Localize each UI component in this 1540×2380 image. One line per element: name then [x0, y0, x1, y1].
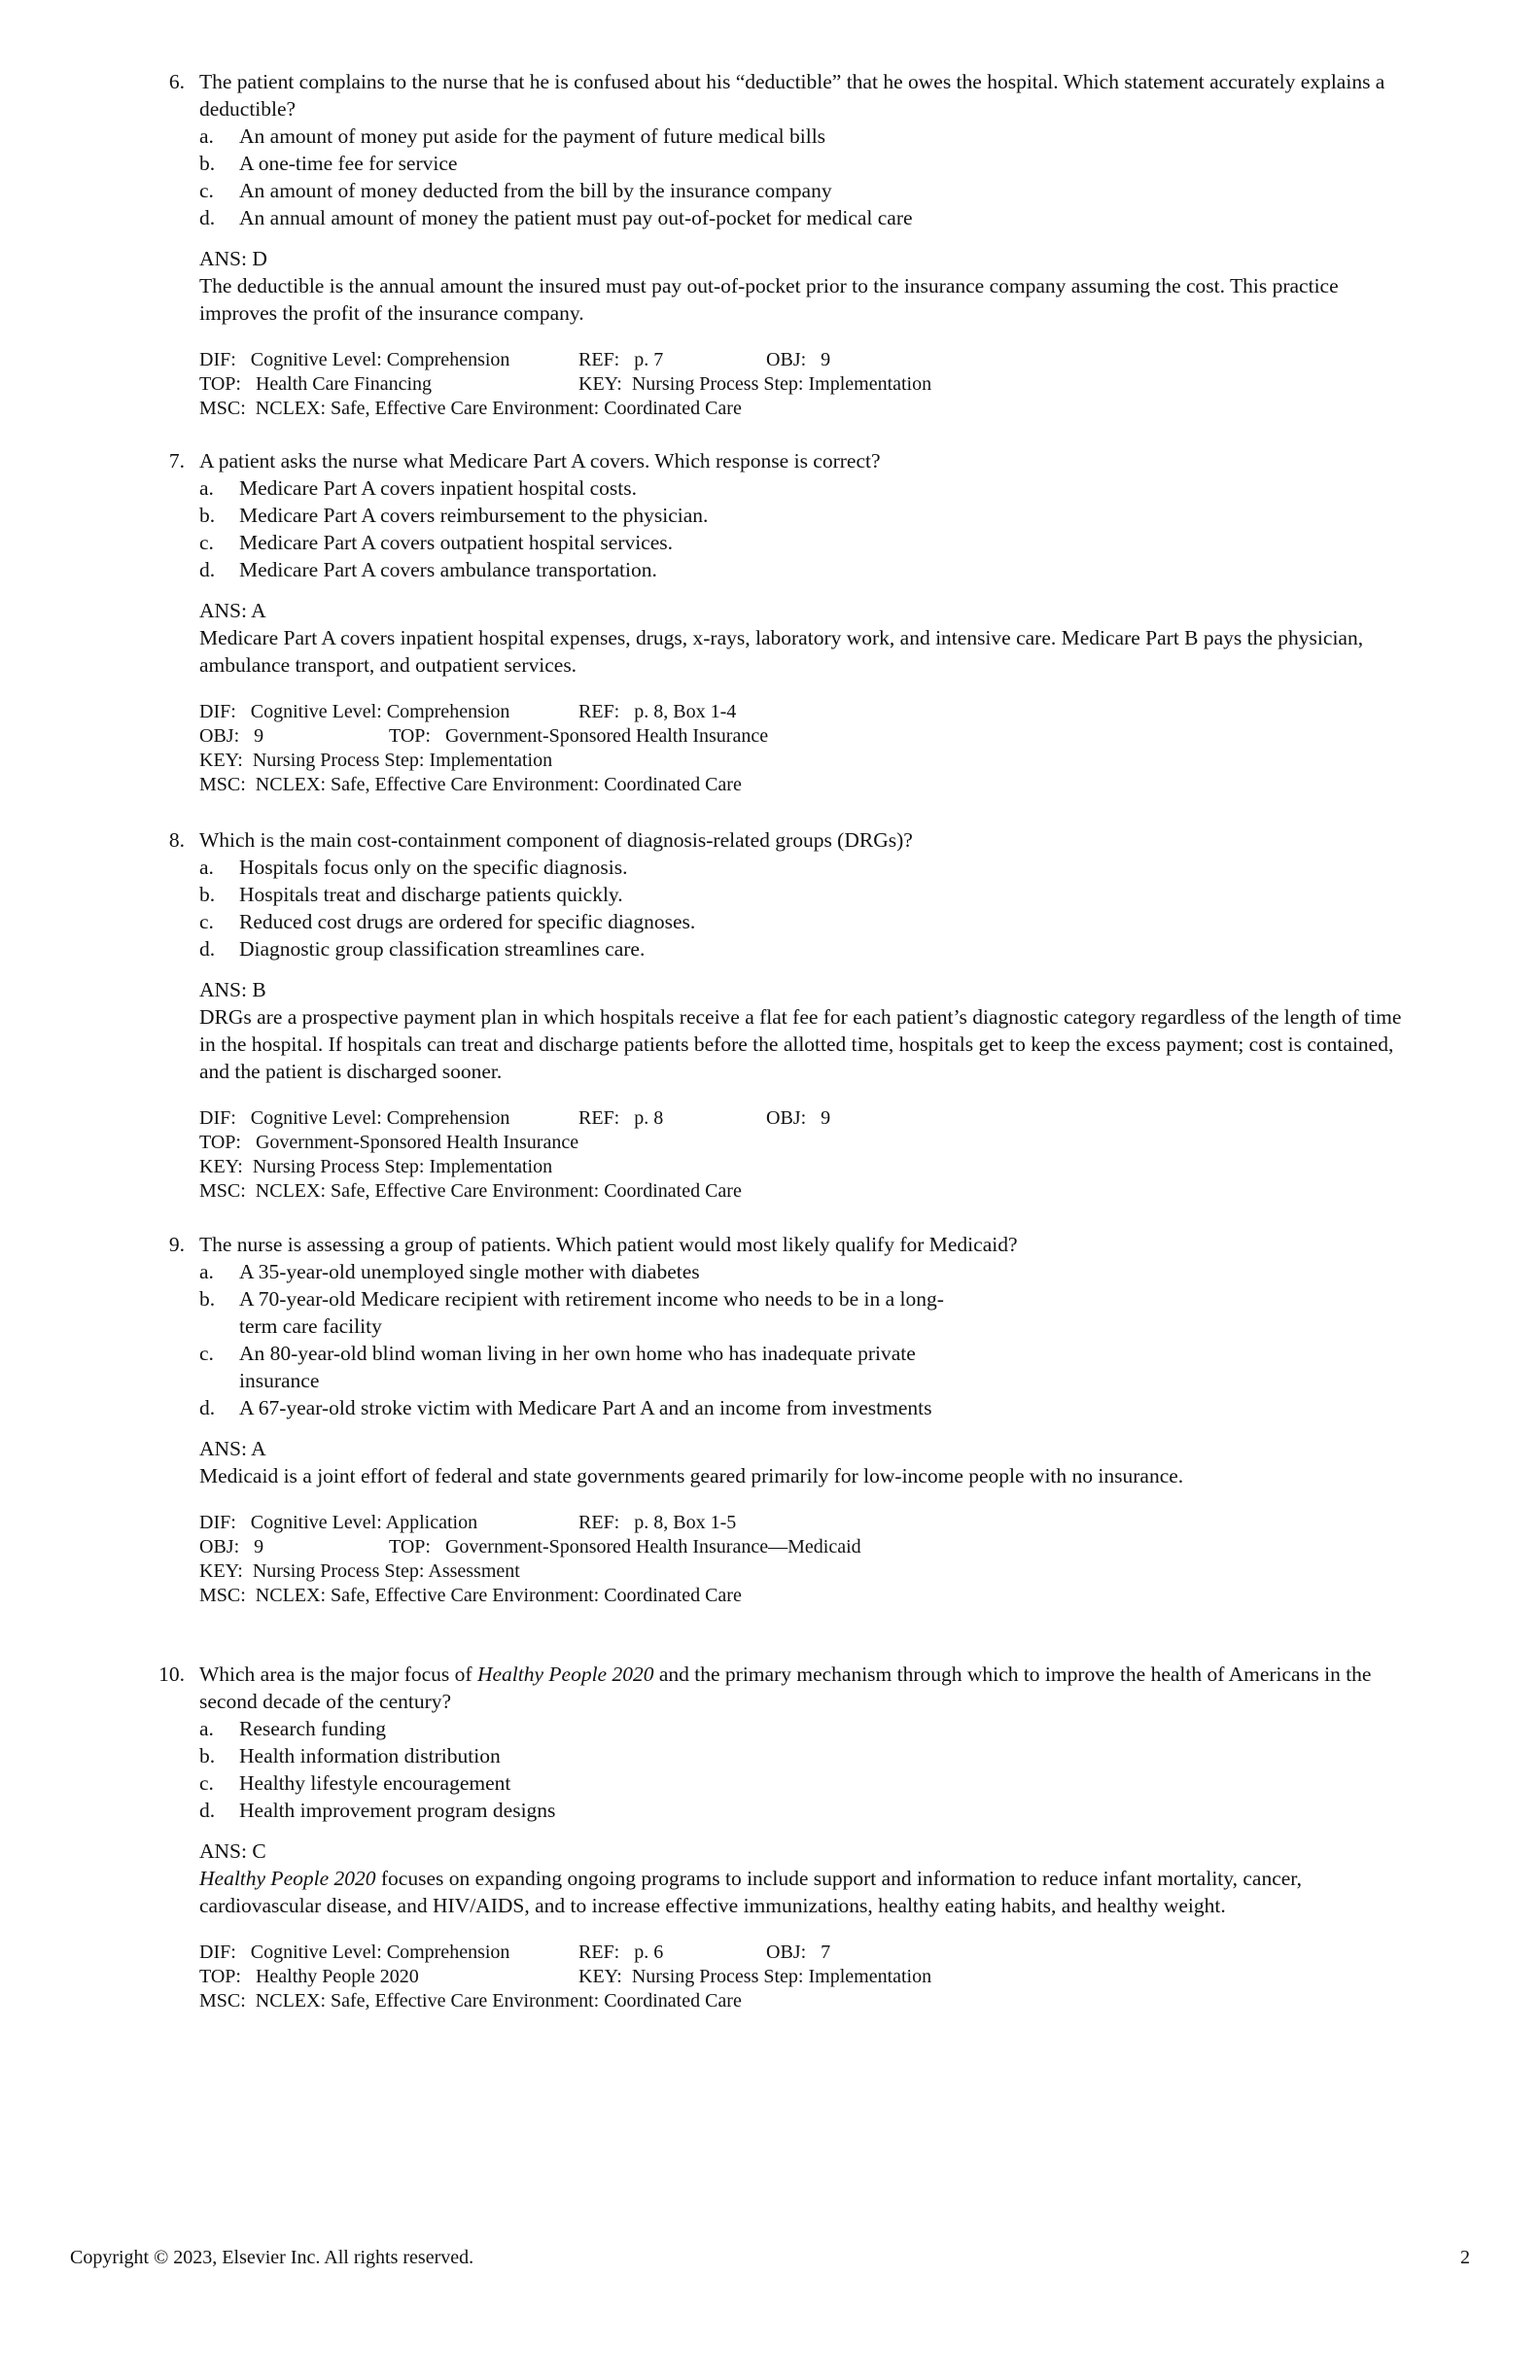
option-text: Hospitals focus only on the specific diagnosis.	[239, 856, 628, 879]
option-letter: d.	[199, 206, 216, 229]
option-letter: c.	[199, 179, 214, 202]
meta-obj: OBJ: 9	[766, 1107, 831, 1129]
rationale: The deductible is the annual amount the insured must pay out-of-pocket prior to the insurance company assuming the cost. This practice improves the profit of the insurance company.	[199, 274, 1339, 325]
meta-msc: MSC: NCLEX: Safe, Effective Care Environment: Coordinated Care	[199, 1990, 742, 2012]
question-stem: A patient asks the nurse what Medicare Part A covers. Which response is correct?	[199, 449, 881, 472]
rationale: Medicaid is a joint effort of federal and state governments geared primarily for low-income people with no insurance.	[199, 1464, 1184, 1488]
question-number: 7.	[168, 449, 185, 472]
meta-top: TOP: Health Care Financing	[199, 373, 433, 395]
option-c	[0, 529, 1540, 556]
meta-msc: MSC: NCLEX: Safe, Effective Care Environment: Coordinated Care	[199, 1585, 742, 1606]
option-a	[0, 854, 1540, 881]
option-d	[0, 1394, 1540, 1421]
rationale-italic-title: Healthy People 2020	[199, 1867, 376, 1890]
option-letter: a.	[199, 1260, 214, 1283]
option-letter: c.	[199, 531, 214, 554]
option-letter: b.	[199, 883, 216, 906]
option-d	[0, 1797, 1540, 1824]
question-number: 10.	[158, 1662, 185, 1686]
option-d	[0, 556, 1540, 583]
option-text: A 35-year-old unemployed single mother with diabetes	[239, 1260, 700, 1283]
option-d	[0, 204, 1540, 231]
question-stem: The nurse is assessing a group of patients. Which patient would most likely qualify for Medicaid?	[199, 1233, 1018, 1256]
meta-dif: DIF: Cognitive Level: Comprehension	[199, 1942, 510, 1963]
rationale-text: focuses on expanding ongoing programs to include support and information to reduce infant mortality, cancer, cardiovascular disease, and HIV/AIDS, and to increase effective immunizations, healthy eating habits, and healthy weight.	[199, 1867, 1302, 1917]
option-text: Medicare Part A covers inpatient hospital costs.	[239, 476, 638, 500]
option-text: A one-time fee for service	[239, 152, 458, 175]
meta-msc: MSC: NCLEX: Safe, Effective Care Environment: Coordinated Care	[199, 774, 742, 795]
option-text: Health information distribution	[239, 1744, 501, 1768]
option-letter: c.	[199, 1342, 214, 1365]
meta-top: TOP: Government-Sponsored Health Insurance	[199, 1132, 579, 1153]
question-9	[0, 1231, 1540, 1608]
option-text: An 80-year-old blind woman living in her own home who has inadequate private insurance	[239, 1342, 916, 1392]
meta-dif: DIF: Cognitive Level: Comprehension	[199, 1107, 510, 1129]
meta-obj: OBJ: 7	[766, 1942, 831, 1963]
meta-ref: REF: p. 8	[578, 1107, 664, 1129]
option-b	[0, 502, 1540, 529]
option-letter: d.	[199, 1799, 216, 1822]
rationale: DRGs are a prospective payment plan in which hospitals receive a flat fee for each patient’s diagnostic category regardless of the length of time in the hospital. If hospitals can treat and discharge patients before the allotted time, hospitals get to keep the excess payment; cost is contained, and the patient is discharged sooner.	[199, 1005, 1402, 1083]
meta-key: KEY: Nursing Process Step: Implementation	[578, 1966, 932, 1987]
option-b	[0, 881, 1540, 908]
meta-obj: OBJ: 9	[199, 725, 264, 747]
option-letter: a.	[199, 476, 214, 500]
option-letter: a.	[199, 124, 214, 148]
option-text: Research funding	[239, 1717, 387, 1740]
option-letter: b.	[199, 1287, 216, 1311]
meta-dif: DIF: Cognitive Level: Application	[199, 1512, 478, 1533]
answer-key: ANS: A	[199, 1437, 266, 1460]
answer-block	[0, 1435, 1540, 1489]
option-c	[0, 1340, 1540, 1394]
option-letter: c.	[199, 1771, 214, 1795]
option-b	[0, 150, 1540, 177]
option-text: Health improvement program designs	[239, 1799, 556, 1822]
stem-text: and the primary mechanism through which to improve the health of Americans in the second decade of the century?	[199, 1662, 1372, 1713]
option-letter: b.	[199, 152, 216, 175]
answer-key: ANS: B	[199, 978, 266, 1001]
option-c	[0, 1769, 1540, 1797]
option-a	[0, 122, 1540, 150]
rationale: Medicare Part A covers inpatient hospital expenses, drugs, x-rays, laboratory work, and intensive care. Medicare Part B pays the physician, ambulance transport, and outpatient services.	[199, 626, 1364, 677]
question-6	[0, 68, 1540, 421]
question-stem: Which is the main cost-containment component of diagnosis-related groups (DRGs)?	[199, 828, 913, 852]
copyright-notice: Copyright © 2023, Elsevier Inc. All rights reserved.	[70, 2247, 474, 2268]
option-letter: b.	[199, 1744, 216, 1768]
option-letter: c.	[199, 910, 214, 933]
option-b	[0, 1742, 1540, 1769]
metadata	[0, 700, 1540, 797]
meta-key: KEY: Nursing Process Step: Implementation	[199, 750, 553, 771]
answer-key: ANS: C	[199, 1839, 266, 1863]
meta-ref: REF: p. 7	[578, 349, 664, 370]
metadata	[0, 1941, 1540, 2013]
option-c	[0, 177, 1540, 204]
meta-obj: OBJ: 9	[766, 349, 831, 370]
answer-key: ANS: D	[199, 247, 267, 270]
answer-block	[0, 976, 1540, 1085]
option-letter: d.	[199, 1396, 216, 1419]
option-text: Healthy lifestyle encouragement	[239, 1771, 511, 1795]
option-text: Reduced cost drugs are ordered for specific diagnoses.	[239, 910, 696, 933]
option-letter: d.	[199, 558, 216, 581]
metadata	[0, 1106, 1540, 1204]
option-text: Medicare Part A covers outpatient hospital services.	[239, 531, 673, 554]
option-text: Diagnostic group classification streamlines care.	[239, 937, 646, 961]
meta-key: KEY: Nursing Process Step: Assessment	[199, 1560, 520, 1582]
metadata	[0, 348, 1540, 421]
option-letter: a.	[199, 1717, 214, 1740]
page-footer	[70, 2244, 1470, 2271]
meta-top: TOP: Government-Sponsored Health Insurance	[389, 725, 769, 747]
question-10	[0, 1661, 1540, 2013]
option-text: Medicare Part A covers ambulance transportation.	[239, 558, 657, 581]
meta-ref: REF: p. 8, Box 1-4	[578, 701, 737, 722]
option-text: An annual amount of money the patient must pay out-of-pocket for medical care	[239, 206, 913, 229]
option-letter: b.	[199, 504, 216, 527]
meta-key: KEY: Nursing Process Step: Implementation	[578, 373, 932, 395]
option-text: Hospitals treat and discharge patients quickly.	[239, 883, 623, 906]
meta-top: TOP: Healthy People 2020	[199, 1966, 419, 1987]
option-letter: d.	[199, 937, 216, 961]
meta-key: KEY: Nursing Process Step: Implementation	[199, 1156, 553, 1177]
meta-dif: DIF: Cognitive Level: Comprehension	[199, 701, 510, 722]
stem-text: Which area is the major focus of	[199, 1662, 477, 1686]
page-number: 2	[1460, 2247, 1470, 2268]
option-d	[0, 935, 1540, 962]
meta-msc: MSC: NCLEX: Safe, Effective Care Environment: Coordinated Care	[199, 1180, 742, 1202]
answer-block	[0, 1838, 1540, 1919]
option-text: A 67-year-old stroke victim with Medicare Part A and an income from investments	[239, 1396, 932, 1419]
answer-block	[0, 597, 1540, 679]
meta-ref: REF: p. 8, Box 1-5	[578, 1512, 737, 1533]
meta-top: TOP: Government-Sponsored Health Insurance—Medicaid	[389, 1536, 861, 1558]
option-letter: a.	[199, 856, 214, 879]
question-number: 8.	[168, 828, 185, 852]
question-stem	[199, 1662, 1371, 1713]
meta-ref: REF: p. 6	[578, 1942, 664, 1963]
rationale	[199, 1865, 1414, 1919]
question-8	[0, 826, 1540, 1204]
option-a	[0, 474, 1540, 502]
metadata	[0, 1511, 1540, 1608]
option-a	[0, 1258, 1540, 1285]
stem-italic-title: Healthy People 2020	[476, 1662, 654, 1686]
option-text: An amount of money deducted from the bill by the insurance company	[239, 179, 832, 202]
question-number: 9.	[168, 1233, 185, 1256]
question-stem: The patient complains to the nurse that he is confused about his “deductible” that he owes the hospital. Which statement accurately explains a deductible?	[199, 70, 1385, 121]
meta-obj: OBJ: 9	[199, 1536, 264, 1558]
question-7	[0, 447, 1540, 797]
option-text: A 70-year-old Medicare recipient with retirement income who needs to be in a long-term care facility	[239, 1287, 944, 1338]
option-text: Medicare Part A covers reimbursement to the physician.	[239, 504, 709, 527]
option-c	[0, 908, 1540, 935]
meta-dif: DIF: Cognitive Level: Comprehension	[199, 349, 510, 370]
option-a	[0, 1715, 1540, 1742]
answer-block	[0, 245, 1540, 327]
option-text: An amount of money put aside for the payment of future medical bills	[239, 124, 826, 148]
meta-msc: MSC: NCLEX: Safe, Effective Care Environment: Coordinated Care	[199, 398, 742, 419]
question-number: 6.	[168, 70, 185, 93]
answer-key: ANS: A	[199, 599, 266, 622]
option-b	[0, 1285, 1540, 1340]
